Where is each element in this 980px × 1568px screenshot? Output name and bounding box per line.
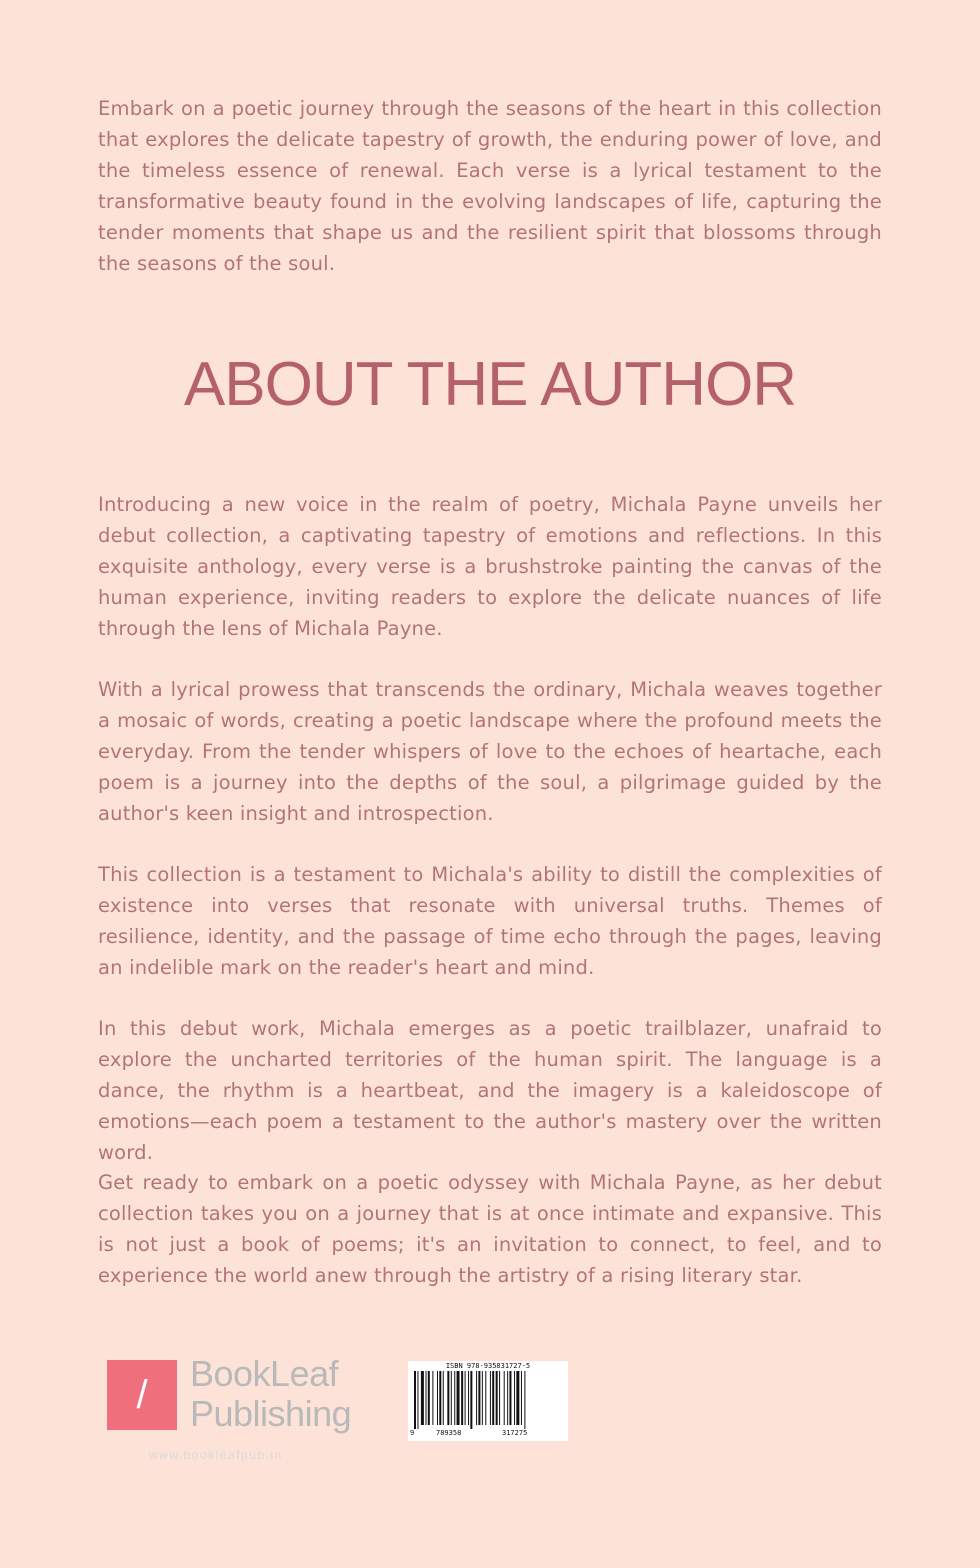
isbn-label: ISBN 978-935831727-5 [445, 1362, 531, 1370]
barcode-bar [509, 1371, 511, 1425]
barcode-bar [478, 1371, 480, 1425]
barcode-bar [437, 1371, 438, 1425]
barcode-bar [485, 1371, 486, 1425]
barcode-bar [470, 1371, 472, 1429]
barcode-bar [443, 1371, 444, 1425]
intro-paragraph: Embark on a poetic journey through the seasons of the heart in this collection that explores the delicate tapestry of growth, the enduring power of love, and the timeless essence of renewal. Each verse is a lyrical testament to the transformative beauty found in the evolving landscapes of life, capturing the tender moments that shape us and the resilient spirit that blossoms through the seasons of the soul. [98, 97, 882, 275]
barcode-bar [514, 1371, 515, 1425]
barcode-bar [428, 1371, 430, 1425]
barcode-bar [432, 1371, 433, 1425]
barcode-bar [461, 1371, 463, 1425]
barcode-bar [439, 1371, 441, 1425]
logo-square-icon [107, 1360, 177, 1430]
barcode-digits-left: 789358 [436, 1429, 462, 1437]
barcode-bar [454, 1371, 455, 1425]
barcode-bar [468, 1371, 469, 1425]
barcode-bar [490, 1371, 491, 1425]
publisher-url: www.bookleafpub.in [149, 1448, 283, 1462]
barcode-bar [496, 1371, 498, 1425]
author-paragraph-2: With a lyrical prowess that transcends the ordinary, Michala weaves together a mosaic of words, creating a poetic landscape where the profound meets the everyday. From the tender whispers of love to the echoes of heartache, each poem is a journey into the depths of the soul, a pilgrimage guided by the author's keen insight and introspection. [98, 678, 882, 825]
author-paragraph-5: Get ready to embark on a poetic odyssey with Michala Payne, as her debut collection takes you on a journey that is at once intimate and expansive. This is not just a book of poems; it's an invitation to connect, to feel, and to experience the world anew through the artistry of a rising literary star. [98, 1171, 882, 1287]
barcode-bar [499, 1371, 500, 1425]
barcode-bar [482, 1371, 483, 1425]
barcode-bar [521, 1371, 522, 1425]
author-paragraph-4: In this debut work, Michala emerges as a poetic trailblazer, unafraid to explore the uncharted territories of the human spirit. The language is a dance, the rhythm is a heartbeat, and the imagery is a kaleidoscope of emotions—each poem a testament to the author's mastery over the written word. [98, 1017, 882, 1164]
publisher-name-line1: BookLeaf [190, 1353, 339, 1394]
barcode-bar [507, 1371, 508, 1425]
barcode-bar [426, 1371, 427, 1425]
publisher-logo [107, 1353, 377, 1468]
barcode-bar [504, 1371, 505, 1425]
barcode-bar [476, 1371, 477, 1425]
about-author-heading: ABOUT THE AUTHOR [183, 350, 797, 419]
author-paragraph-1: Introducing a new voice in the realm of poetry, Michala Payne unveils her debut collection, a captivating tapestry of emotions and reflections. In this exquisite anthology, every verse is a brushstroke painting the canvas of the human experience, inviting readers to explore the delicate nuances of life through the lens of Michala Payne. [98, 493, 882, 640]
barcode-bar [414, 1371, 416, 1429]
barcode-bar [447, 1371, 449, 1425]
barcode-bar [465, 1371, 466, 1425]
barcode-bar [457, 1371, 460, 1425]
barcode-digits-right: 317275 [502, 1429, 528, 1437]
logo-slash: / [136, 1373, 148, 1417]
barcode-bar [516, 1371, 519, 1425]
barcode-bar [524, 1371, 525, 1429]
barcode-bar [451, 1371, 452, 1425]
author-paragraph-3: This collection is a testament to Michala's ability to distill the complexities of existence into verses that resonate with universal truths. Themes of resilience, identity, and the passage of time echo through the pages, leaving an indelible mark on the reader's heart and mind. [98, 863, 882, 979]
isbn-barcode [408, 1361, 568, 1441]
barcode-bar [417, 1371, 418, 1429]
publisher-name-line2: Publishing [190, 1393, 352, 1434]
barcode-bar [492, 1371, 494, 1425]
barcode-bar [421, 1371, 424, 1425]
barcode-digit-first: 9 [410, 1429, 415, 1437]
barcode-bars-icon [414, 1371, 564, 1429]
